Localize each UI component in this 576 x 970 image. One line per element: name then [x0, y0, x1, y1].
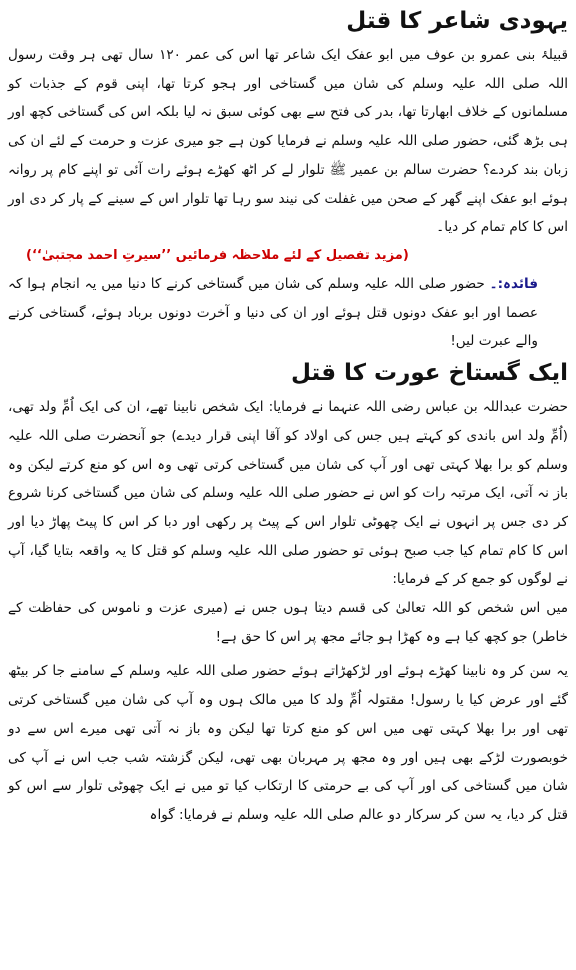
insolent-woman-paragraph-1: حضرت عبداللہ بن عباس رضی اللہ عنہما نے فرمایا: ایک شخص نابینا تھے، ان کی ایک اُمِّ ولد تھی، (اُمِّ ولد اس باندی کو کہتے ہیں جس کی اولاد کو آقا اپنی قرار دیدے) جو آنحضرت صلی اللہ علیہ وسلم کو برا بھلا کہتی تھی اور آپ کی شان میں گستاخی کرتی تھی وہ اس کو منع کرتے لیکن وہ باز نہ آتی، ایک مرتبہ رات کو اس نے حضور صلی اللہ علیہ وسلم کی شان میں گستاخی کرنا شروع کر دی جس پر انہوں نے ایک چھوٹی تلوار اس کے پیٹ پر رکھی اور دبا کر اس کا پیٹ پھاڑ دیا اور اس کا کام تمام کیا جب صبح ہوئی تو حضور صلی اللہ علیہ وسلم کو قتل کا یہ واقعہ بتایا گیا، آپ نے لوگوں کو جمع کر کے فرمایا: — [8, 399, 568, 588]
insolent-woman-paragraph-3: یہ سن کر وہ نابینا کھڑے ہوئے اور لڑکھڑاتے ہوئے حضور صلی اللہ علیہ وسلم کے سامنے جا کر بیٹھ گئے اور عرض کیا یا رسول! مقتولہ اُمِّ ولد کا میں مالک ہوں وہ آپ کی شان میں گستاخی کرتی تھی اور برا بھلا کہتی تھی میں اس کو منع کرتا تھا لیکن وہ باز نہ آتی تھی میرے اس سے دو خوبصورت لڑکے بھی ہیں اور وہ مجھ پر مہربان بھی تھی، لیکن گزشتہ شب جب اس نے آپ کی شان میں گستاخی کی اور آپ کی بے حرمتی کا ارتکاب کیا تو میں نے ایک چھوٹی تلوار سے اس کو قتل کر دیا، یہ سن کر سرکار دو عالم صلی اللہ علیہ وسلم نے فرمایا: گواہ — [8, 663, 568, 823]
jewish-poet-paragraph: قبیلۂ بنی عمرو بن عوف میں ابو عفک ایک شاعر تھا اس کی عمر ۱۲۰ سال تھی ہر وقت رسول اللہ صلی اللہ علیہ وسلم کی شان میں گستاخی اور ہجو کرتا تھا، اپنی قوم کے جذبات کو مسلمانوں کے خلاف ابھارتا تھا، بدر کی فتح سے بھی کوئی سبق نہ لیا بلکہ اس کی گستاخی کچھ اور ہی بڑھ گئی، حضور صلی اللہ علیہ وسلم نے فرمایا کون ہے جو میری عزت و حرمت کے لئے ان کی زبان بند کردے؟ حضرت سالم بن عمیر ﷺ تلوار لے کر اٹھ کھڑے ہوئے رات آئی تو اپنے کام پر روانہ ہوئے ابو عفک اپنے گھر کے صحن میں غفلت کی نیند سو رہا تھا تلوار اس کے سینے کے پار کر دی اور اس کا کام تمام کر دیا۔ — [8, 47, 569, 236]
benefit-text: حضور صلی اللہ علیہ وسلم کی شان میں گستاخی کرنے کا دنیا میں یہ انجام ہوا کہ عصما اور ابو عفک دونوں قتل ہوئے اور ان کی دنیا و آخرت دونوں برباد ہوئے، گستاخی کرنے والے عبرت لیں! — [8, 275, 538, 350]
section-title-insolent-woman: ایک گستاخ عورت کا قتل — [291, 360, 568, 387]
benefit-label: فائدہ:۔ — [489, 275, 538, 292]
section-title-jewish-poet: یہودی شاعر کا قتل — [346, 8, 568, 34]
insolent-woman-paragraph-2: میں اس شخص کو اللہ تعالیٰ کی قسم دیتا ہوں جس نے (میری عزت و ناموس کی حفاظت کے خاطر) جو کچھ کیا ہے وہ کھڑا ہو جائے مجھ پر اس کا حق ہے! — [8, 600, 568, 645]
reference-note: (مزید تفصیل کے لئے ملاحظہ فرمائیں ’’سیرتِ احمد مجتبیٰ‘‘) — [26, 247, 409, 263]
benefit-paragraph — [8, 270, 568, 356]
